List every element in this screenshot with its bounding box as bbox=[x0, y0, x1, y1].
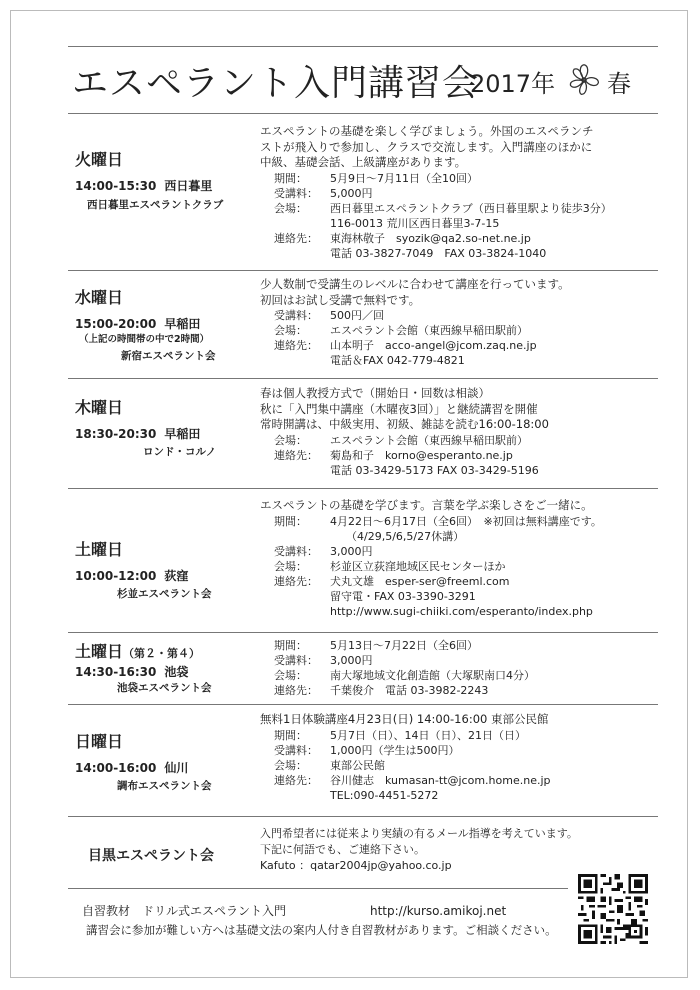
time-note: （上記の時間帯の中で2時間） bbox=[79, 334, 210, 345]
detail-row: 期間： 5月7日（日）、14日（日）、21日（日） bbox=[274, 728, 526, 742]
header-bottom-rule bbox=[68, 113, 658, 114]
detail-row: TEL:090-4451-5272 bbox=[330, 788, 439, 802]
detail-row: http://www.sugi-chiiki.com/esperanto/index.php bbox=[330, 604, 593, 618]
club-name: 新宿エスペラント会 bbox=[121, 350, 216, 362]
detail-row: 受講料： 3,000円 bbox=[274, 544, 373, 558]
intro-line: 少人数制で受講生のレベルに合わせて講座を行っています。 bbox=[260, 277, 570, 291]
time-place: 18:30-20:30 早稲田 bbox=[75, 427, 201, 441]
detail-row: 期間： 4月22日～6月17日（全6回） ※初回は無料講座です。 bbox=[274, 514, 602, 528]
detail-row: 連絡先： 東海林敬子 syozik@qa2.so-net.ne.jp bbox=[274, 231, 531, 245]
intro-line: 春は個人教授方式で（開始日・回数は相談） bbox=[260, 386, 490, 400]
detail-row: 受講料： 5,000円 bbox=[274, 186, 373, 200]
detail-row: 電話 03-3827-7049 FAX 03-3824-1040 bbox=[330, 246, 547, 260]
time-place: 15:00-20:00 早稲田 bbox=[75, 317, 201, 331]
detail-row: 会場： エスペラント会館（東西線早稲田駅前） bbox=[274, 433, 528, 447]
day-label: 水曜日 bbox=[75, 288, 124, 307]
section-sunday-info bbox=[75, 732, 212, 794]
time-place: 14:00-15:30 西日暮里 bbox=[75, 179, 213, 193]
intro-line: 中級、基礎会話、上級講座があります。 bbox=[260, 155, 467, 169]
section-tuesday-info bbox=[75, 150, 223, 213]
cherry-blossom-icon bbox=[565, 62, 603, 98]
club-name: 杉並エスペラント会 bbox=[117, 588, 212, 600]
section-divider bbox=[68, 704, 658, 705]
section-sunday-details bbox=[260, 712, 551, 803]
section-thursday-info bbox=[75, 398, 216, 460]
section-saturday-ikebukuro-details bbox=[260, 638, 535, 698]
club-name: 調布エスペラント会 bbox=[117, 780, 212, 792]
detail-row: 116-0013 荒川区西日暮里3-7-15 bbox=[330, 216, 500, 230]
section-divider bbox=[68, 632, 658, 633]
time-place: 10:00-12:00 荻窪 bbox=[75, 569, 189, 583]
header-top-rule bbox=[68, 46, 658, 47]
detail-row: 受講料： 3,000円 bbox=[274, 654, 373, 667]
footer-note: 講習会に参加が難しい方へは基礎文法の案内人付き自習教材があります。ご相談ください。 bbox=[86, 923, 557, 937]
day-label: 木曜日 bbox=[75, 398, 124, 417]
day-label: 土曜日 bbox=[75, 540, 124, 559]
section-tuesday-details bbox=[260, 124, 612, 261]
section-wednesday-details bbox=[260, 277, 570, 368]
time-place: 14:30-16:30 池袋 bbox=[75, 665, 189, 679]
section-thursday-details bbox=[260, 386, 549, 478]
day-label: 火曜日 bbox=[75, 150, 124, 169]
section-saturday-ogikubo-info bbox=[75, 540, 212, 602]
season-label: 春 bbox=[607, 70, 631, 98]
time-place: 14:00-16:00 仙川 bbox=[75, 761, 189, 775]
detail-row: 電話 03-3429-5173 FAX 03-3429-5196 bbox=[330, 463, 539, 477]
detail-row: 連絡先： 山本明子 acco-angel@jcom.zaq.ne.jp bbox=[274, 339, 537, 352]
detail-row: 連絡先： 犬丸文雄 esper-ser@freeml.com bbox=[274, 574, 510, 588]
section-divider bbox=[68, 488, 658, 489]
club-name: 西日暮里エスペラントクラブ bbox=[87, 199, 224, 211]
page-title: エスペラント入門講習会 bbox=[72, 63, 480, 104]
club-name: 池袋エスペラント会 bbox=[117, 682, 212, 694]
detail-row: 電話＆FAX 042-779-4821 bbox=[330, 354, 465, 367]
intro-line: 無料1日体験講座4月23日(日) 14:00-16:00 東部公民館 bbox=[260, 712, 549, 726]
detail-row: 受講料： 500円／回 bbox=[274, 309, 384, 322]
detail-row: 会場： 南大塚地域文化創造館（大塚駅南口4分） bbox=[274, 669, 535, 682]
detail-row: 連絡先： 谷川健志 kumasan-tt@jcom.home.ne.jp bbox=[274, 773, 551, 787]
kurso-url-link[interactable]: http://kurso.amikoj.net bbox=[370, 904, 507, 918]
day-label: 土曜日（第２・第４） bbox=[75, 642, 201, 661]
detail-row: 期間： 5月13日～7月22日（全6回） bbox=[274, 639, 478, 652]
self-study-material: 自習教材 ドリル式エスペラント入門 bbox=[82, 904, 287, 918]
intro-line: 常時開講は、中級実用、初級、雑誌を読む16:00-18:00 bbox=[260, 417, 549, 431]
section-divider bbox=[68, 888, 568, 889]
intro-line: エスペラントの基礎を学びます。言葉を学ぶ楽しさをご一緒に。 bbox=[260, 498, 593, 512]
detail-row: 留守電・FAX 03-3390-3291 bbox=[330, 589, 476, 603]
meguro-line: 下記に何語でも、ご連絡下さい。 bbox=[260, 843, 425, 856]
meguro-club-name: 目黒エスペラント会 bbox=[88, 848, 214, 864]
meguro-details bbox=[260, 826, 578, 874]
section-saturday-ikebukuro-info bbox=[75, 642, 212, 696]
intro-line: ストが飛入りで参加し、クラスで交流します。入門講座のほかに bbox=[260, 139, 593, 154]
qr-code-icon[interactable] bbox=[578, 874, 648, 944]
meguro-line: 入門希望者には従来より実績の有るメール指導を考えています。 bbox=[260, 827, 578, 840]
section-divider bbox=[68, 270, 658, 271]
section-divider bbox=[68, 378, 658, 379]
section-divider bbox=[68, 816, 658, 817]
detail-row: 会場： 西日暮里エスペラントクラブ（西日暮里駅より徒歩3分） bbox=[274, 201, 612, 215]
intro-line: 秋に「入門集中講座（木曜夜3回）」と継続講習を開催 bbox=[260, 401, 538, 416]
detail-row: 連絡先： 菊島和子 korno@esperanto.ne.jp bbox=[274, 448, 513, 462]
meguro-email: Kafuto ：qatar2004jp@yahoo.co.jp bbox=[260, 859, 452, 872]
section-wednesday-info bbox=[75, 288, 216, 364]
detail-row: （4/29,5/6,5/27休講） bbox=[346, 529, 465, 543]
detail-row: 受講料： 1,000円（学生は500円） bbox=[274, 743, 460, 757]
detail-row: 会場： 東部公民館 bbox=[274, 758, 385, 772]
detail-row: 会場： エスペラント会館（東西線早稲田駅前） bbox=[274, 324, 528, 337]
section-saturday-ogikubo-details bbox=[260, 498, 602, 619]
year-label: 2017年 bbox=[470, 70, 556, 98]
intro-line: 初回はお試し受講で無料です。 bbox=[260, 292, 421, 307]
intro-line: エスペラントの基礎を楽しく学びましょう。外国のエスペランチ bbox=[260, 124, 594, 138]
detail-row: 連絡先： 千葉俊介 電話 03-3982-2243 bbox=[274, 684, 489, 697]
detail-row: 期間： 5月9日～7月11日（全10回） bbox=[274, 171, 478, 185]
club-name: ロンド・コルノ bbox=[143, 446, 217, 458]
detail-row: 会場： 杉並区立荻窪地域区民センターほか bbox=[274, 559, 506, 573]
day-label: 日曜日 bbox=[75, 732, 124, 751]
